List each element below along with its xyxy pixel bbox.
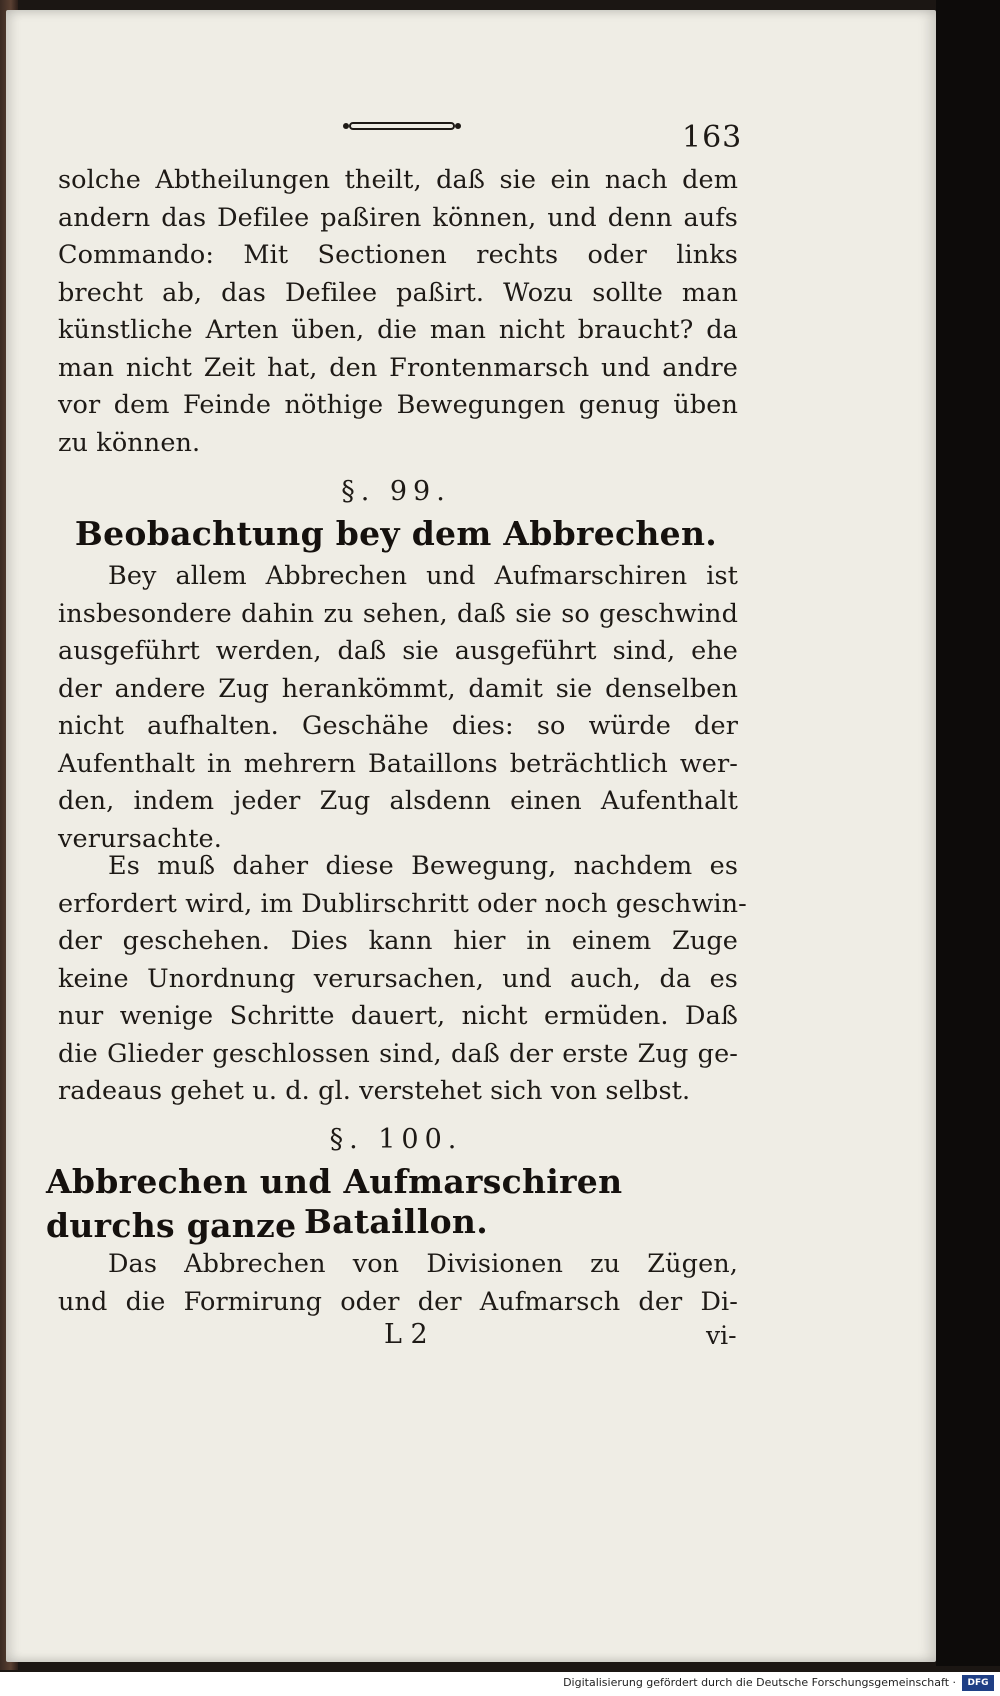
text-line: nicht aufhalten. Geschähe dies: so würde der [58, 711, 738, 741]
section-number-99: §. 99. [341, 476, 451, 507]
dfg-logo: DFG [962, 1675, 994, 1691]
text-line: Commando: Mit Sectionen rechts oder links [58, 240, 738, 270]
text-line: die Glieder geschlossen sind, daß der erste Zug ge- [58, 1038, 738, 1069]
text-line: brecht ab, das Defilee paßirt. Wozu sollte man [58, 277, 738, 308]
text-line: der andere Zug herankömmt, damit sie denselben [58, 673, 738, 704]
text-line: nur wenige Schritte dauert, nicht ermüden. Daß [58, 1001, 738, 1031]
text-line: Das Abbrechen von Divisionen zu Zügen, [108, 1249, 738, 1279]
text-line: ausgeführt werden, daß sie ausgeführt sind, ehe [58, 636, 738, 666]
paragraph-abbrechen [58, 558, 738, 858]
book-page [6, 10, 936, 1662]
text-line: den, indem jeder Zug alsdenn einen Aufenthalt [58, 786, 738, 816]
section-heading-100-line1: Abbrechen und Aufmarschiren durchs ganze [46, 1162, 623, 1245]
text-line: Es muß daher diese Bewegung, nachdem es [108, 851, 738, 881]
text-line: Aufenthalt in mehrern Bataillons beträchtlich wer- [58, 748, 738, 779]
catchword: vi- [706, 1321, 737, 1350]
footer-credit: Digitalisierung gefördert durch die Deutsche Forschungsgemeinschaft · [563, 1676, 956, 1689]
paragraph-continued [58, 162, 738, 462]
section-number-100: §. 100. [329, 1124, 463, 1155]
text-line: radeaus gehet u. d. gl. verstehet sich von selbst. [58, 1076, 691, 1106]
signature-mark: L 2 [384, 1319, 428, 1350]
text-line: andern das Defilee paßiren können, und denn aufs [58, 202, 738, 233]
footer-bar [0, 1672, 1000, 1696]
text-line: man nicht Zeit hat, den Frontenmarsch und andre [58, 352, 738, 383]
section-heading-99: Beobachtung bey dem Abbrechen. [74, 514, 718, 553]
paragraph-divisionen [58, 1246, 738, 1321]
text-line: und die Formirung oder der Aufmarsch der Di- [58, 1286, 738, 1317]
text-line: zu können. [58, 427, 201, 458]
paragraph-bewegung [58, 848, 747, 1111]
text-line: erfordert wird, im Dublirschritt oder noch geschwin- [58, 888, 747, 919]
text-line: solche Abtheilungen theilt, daß sie ein nach dem [58, 165, 738, 195]
scan-border [936, 0, 1000, 1666]
section-heading-100-line2: Bataillon. [303, 1202, 488, 1241]
header-ornament [342, 118, 462, 134]
text-line: vor dem Feinde nöthige Bewegungen genug üben [58, 390, 738, 420]
text-line: verursachte. [58, 823, 222, 854]
text-line: der geschehen. Dies kann hier in einem Zuge [58, 926, 738, 956]
text-line: keine Unordnung verursachen, und auch, da es [58, 963, 738, 994]
text-line: Bey allem Abbrechen und Aufmarschiren ist [108, 561, 738, 591]
text-line: insbesondere dahin zu sehen, daß sie so geschwind [58, 598, 738, 629]
page-number: 163 [682, 120, 743, 155]
text-line: künstliche Arten üben, die man nicht braucht? da [58, 315, 738, 345]
